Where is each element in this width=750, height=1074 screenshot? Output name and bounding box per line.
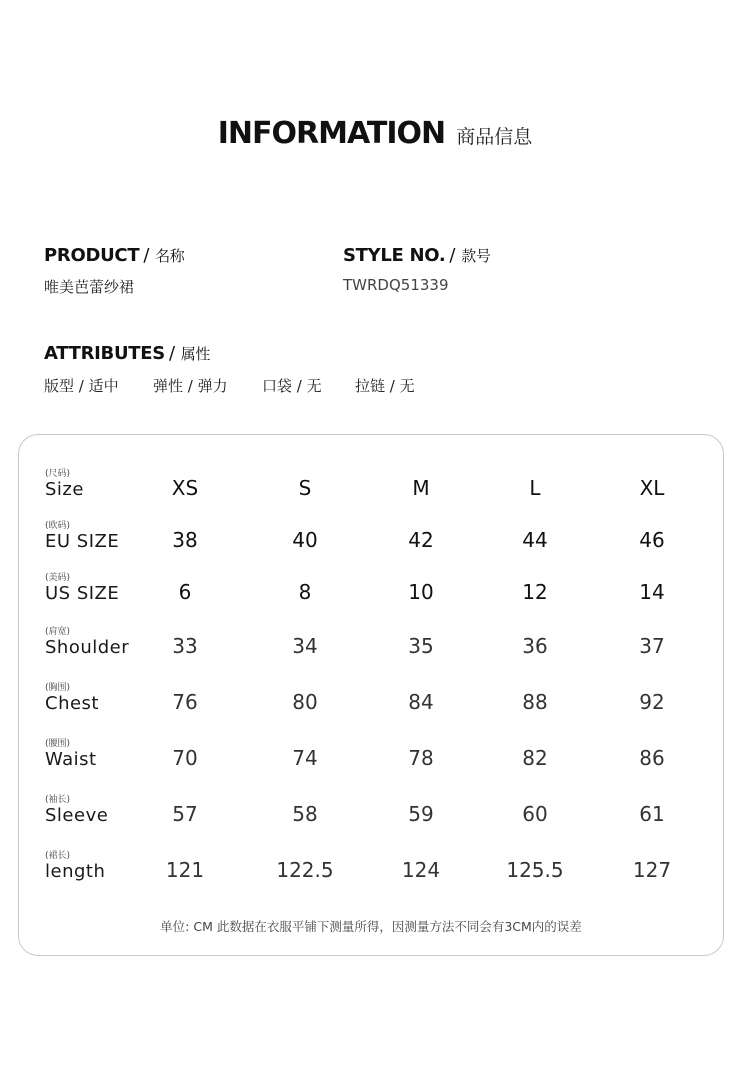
size-cell: 74 (292, 746, 318, 770)
size-cell: XS (171, 476, 199, 500)
size-row (19, 683, 723, 723)
size-cell: 40 (292, 528, 318, 552)
measurement-footnote: 单位: CM 此数据在衣服平铺下测量所得，因测量方法不同会有3CM内的误差 (160, 919, 582, 934)
size-cell: 70 (172, 746, 198, 770)
size-row (19, 795, 723, 835)
attributes-label-en: ATTRIBUTES (44, 343, 165, 364)
size-cell: 35 (408, 634, 434, 658)
row-label-en: Waist (45, 749, 97, 770)
row-label-en: Chest (45, 693, 99, 714)
row-label-cn: (美码) (45, 573, 71, 583)
size-cell: L (529, 476, 541, 500)
attributes-label (44, 343, 210, 364)
size-cell: M (412, 476, 430, 500)
size-chart-card (18, 434, 724, 956)
row-label-cn: (肩宽) (45, 627, 71, 637)
row-label-cn: (欧码) (45, 521, 71, 531)
slash: / (168, 343, 175, 364)
product-label-cn: 名称 (155, 247, 185, 265)
size-cell: 58 (292, 802, 318, 826)
size-cell: 12 (522, 580, 548, 604)
attributes-list (44, 375, 415, 396)
size-row (19, 627, 723, 667)
size-cell: 57 (172, 802, 198, 826)
size-cell: 88 (522, 690, 548, 714)
size-cell: 61 (639, 802, 665, 826)
slash: / (449, 245, 456, 266)
page-title (0, 116, 750, 151)
row-label-cn: (腰围) (45, 739, 71, 749)
size-cell: 127 (632, 858, 672, 882)
style-label-cn: 款号 (461, 247, 491, 265)
size-row (19, 573, 723, 613)
size-row (19, 739, 723, 779)
attribute-fit: 版型 / 适中 (44, 377, 119, 395)
style-label (343, 245, 491, 266)
row-label (45, 469, 84, 501)
row-label-en: Shoulder (45, 637, 130, 658)
size-cell: 125.5 (506, 858, 564, 882)
size-cell: 38 (172, 528, 198, 552)
product-label (44, 245, 184, 266)
title-chinese: 商品信息 (456, 126, 533, 148)
size-cell: 42 (408, 528, 434, 552)
size-cell: 122.5 (276, 858, 334, 882)
row-label-cn: (袖长) (45, 795, 71, 805)
slash: / (143, 245, 150, 266)
size-cell: 14 (639, 580, 665, 604)
size-row (19, 521, 723, 561)
size-cell: 8 (298, 580, 312, 604)
size-cell: 82 (522, 746, 548, 770)
title-english: INFORMATION (217, 116, 446, 151)
attributes-label-cn: 属性 (180, 345, 211, 363)
row-label (45, 627, 129, 659)
row-label (45, 795, 108, 827)
size-cell: 33 (172, 634, 198, 658)
row-label (45, 851, 105, 883)
attribute-elasticity: 弹性 / 弹力 (153, 377, 228, 395)
size-cell: 124 (401, 858, 441, 882)
size-cell: 60 (522, 802, 548, 826)
size-cell: 59 (408, 802, 434, 826)
style-value: TWRDQ51339 (343, 276, 449, 294)
size-cell: 80 (292, 690, 318, 714)
size-cell: 92 (639, 690, 665, 714)
size-cell: 36 (522, 634, 548, 658)
row-label (45, 683, 99, 715)
attribute-pocket: 口袋 / 无 (262, 377, 322, 395)
size-cell: 76 (172, 690, 198, 714)
size-cell: 6 (178, 580, 192, 604)
row-label-en: length (45, 861, 106, 882)
row-label-en: US SIZE (45, 583, 120, 604)
size-cell: 86 (639, 746, 665, 770)
attribute-zipper: 拉链 / 无 (355, 377, 415, 395)
size-cell: 121 (165, 858, 205, 882)
size-cell: 44 (522, 528, 548, 552)
size-cell: 46 (639, 528, 665, 552)
row-label-cn: (胸围) (45, 683, 71, 693)
size-row (19, 851, 723, 891)
product-label-en: PRODUCT (44, 245, 140, 266)
size-cell: 78 (408, 746, 434, 770)
row-label-en: EU SIZE (45, 531, 120, 552)
size-cell: XL (639, 476, 665, 500)
size-cell: S (298, 476, 312, 500)
row-label-cn: (尺码) (45, 469, 71, 479)
style-label-en: STYLE NO. (343, 245, 446, 266)
row-label-en: Size (45, 479, 84, 500)
size-cell: 37 (639, 634, 665, 658)
size-row (19, 469, 723, 509)
row-label-en: Sleeve (45, 805, 109, 826)
product-value: 唯美芭蕾纱裙 (44, 278, 135, 296)
size-cell: 84 (408, 690, 434, 714)
row-label (45, 521, 119, 553)
row-label-cn: (裙长) (45, 851, 71, 861)
size-cell: 34 (292, 634, 318, 658)
row-label (45, 739, 97, 771)
row-label (45, 573, 119, 605)
size-cell: 10 (408, 580, 434, 604)
